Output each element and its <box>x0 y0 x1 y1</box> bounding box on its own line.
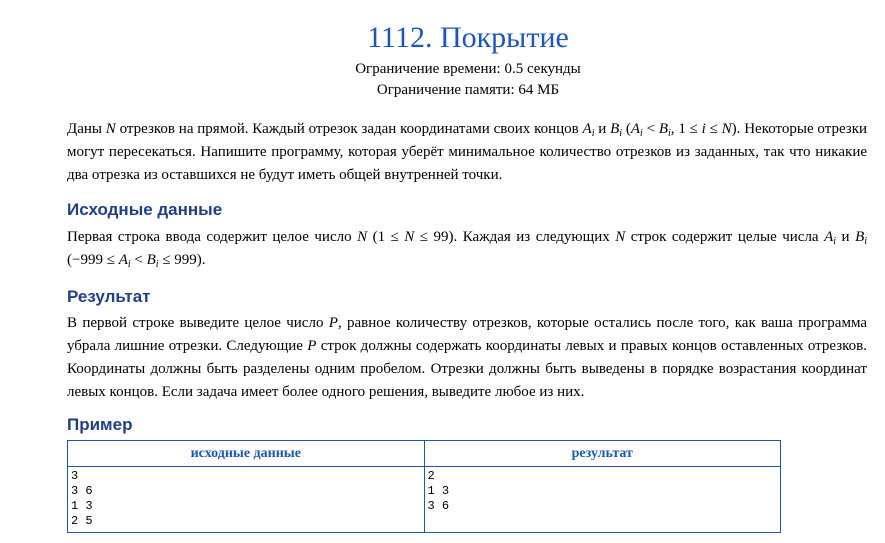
sample-output-header: результат <box>424 441 781 467</box>
sample-heading: Пример <box>67 415 133 434</box>
sample-output-data: 2 1 3 3 6 <box>424 467 781 533</box>
sample-table <box>67 440 781 533</box>
output-description: В первой строке выведите целое число P, равное количеству отрезков, которые остались после того, как ваша программа убрала лишние отрезки. Следующие P строк должны содержать координаты левых и правых концов оставленных отрезков. Координаты должны быть разделены одним пробелом. Отрезки должны быть выведены в порядке возрастания координат левых концов. Если задача имеет более одного решения, выведите любое из них. <box>67 315 867 400</box>
sample-input-header: исходные данные <box>68 441 425 467</box>
output-heading: Результат <box>67 287 151 306</box>
input-description: Первая строка ввода содержит целое число N (1 ≤ N ≤ 99). Каждая из следующих N строк содержит целые числа $A_i$ и $B_i$ $(-999 \le A_i < B_i \le 999)$. <box>67 229 868 270</box>
memory-limit: Ограничение памяти: 64 МБ <box>376 82 560 98</box>
input-heading: Исходные данные <box>67 200 223 219</box>
statement-paragraph: Даны N отрезков на прямой. Каждый отрезок задан координатами своих концов $A_i$ и $B_i$ ($A_i < B_i$, 1 ≤ i ≤ N). Некоторые отрезки могут пересекаться. Напишите программу, которая уберёт минимальное количество отрезков из заданных, так что никакие два отрезка из оставшихся не будут иметь общей внутренней точки. <box>67 121 868 183</box>
time-limit: Ограничение времени: 0.5 секунды <box>355 61 581 77</box>
sample-input-data: 3 3 6 1 3 2 5 <box>68 467 425 533</box>
problem-title: 1112. Покрытие <box>367 21 569 54</box>
